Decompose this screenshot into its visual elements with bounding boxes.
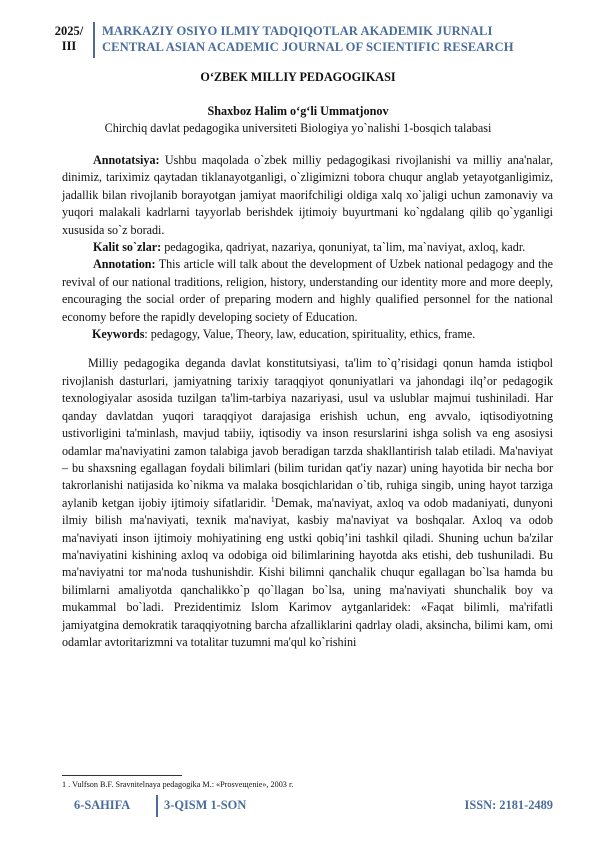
abstract-en bbox=[62, 256, 553, 326]
author-name: Shaxboz Halim o‘g‘li Ummatjonov bbox=[207, 104, 389, 118]
journal-title-en: CENTRAL ASIAN ACADEMIC JOURNAL OF SCIENTIFIC RESEARCH bbox=[102, 40, 514, 54]
page-footer bbox=[0, 795, 596, 819]
author-affiliation: Chirchiq davlat pedagogika universiteti Biologiya yo`nalishi 1-bosqich talabasi bbox=[104, 121, 492, 135]
article-body bbox=[62, 152, 553, 651]
issue-part: III bbox=[61, 39, 77, 53]
footer-divider bbox=[156, 795, 158, 817]
abstract-uz-text: Ushbu maqolada o`zbek milliy pedagogikasi rivojlanishi va milliy ana'nalar, dinimiz, tariximiz qaytadan tiklanayotganligi, o`zligimizni tobora chuqur anglab yetayotganligimiz, jadallik bilan rivojlanib borayotgan jamiyat maorifchiligi oldiga xalq xo`jaligi uchun zamonaviy va yuqori malakali kadrlarni tayyorlab berishdek ijtimoiy buyurtmani ko`ngdalang qilib qo`yganligi xususida so`z boradi. bbox=[62, 153, 553, 237]
article-title: O‘ZBEK MILLIY PEDAGOGIKASI bbox=[200, 70, 396, 84]
keywords-en bbox=[62, 326, 553, 343]
issn: ISSN: 2181-2489 bbox=[464, 798, 553, 812]
page-number: 6-SAHIFA bbox=[74, 798, 131, 812]
issue-year: 2025/ bbox=[54, 24, 84, 38]
abstract-uz bbox=[62, 152, 553, 239]
keywords-uz bbox=[62, 239, 553, 256]
footnote: 1 . Vulfson B.F. Sravnitelnaya pedagogika M.: «Prosvещеniе», 2003 г. bbox=[62, 780, 294, 789]
footnote-divider bbox=[62, 775, 182, 776]
keywords-uz-text: pedagogika, qadriyat, nazariya, qonuniyat, ta`lim, ma`naviyat, axloq, kadr. bbox=[161, 240, 526, 255]
keywords-en-text: : pedagogy, Value, Theory, law, education, spirituality, ethics, frame. bbox=[144, 327, 476, 342]
journal-header bbox=[38, 20, 558, 62]
footnote-reference[interactable]: 1 bbox=[270, 494, 275, 504]
abstract-en-text: This article will talk about the development of Uzbek national pedagogy and the revival of our national traditions, religion, history, understanding our identity more and more deeply, encouraging the social order of preparing modern and highly qualified personnel for the national economy before the rapidly developing society of Education. bbox=[62, 257, 553, 324]
issue-number bbox=[50, 24, 88, 54]
abstract-en-label: Annotation: bbox=[93, 257, 156, 272]
issue-section: 3-QISM 1-SON bbox=[164, 798, 247, 812]
main-text-part2: Demak, ma'naviyat, axloq va odob madaniyati, dunyoni ilmiy bilish ma'naviyati, texnik ma'naviyat, kasbiy ma'naviyat va boshqalar. Axloq va odob ma'naviyati inson ijtimoiy mohiyatining eng ustki qobiq’ini tashkil qiladi. Shuning uchun ba'zilar ma'naviyatini kishining axloq va odobiga oid bilimlarining hayotda aks etishi, deb tushuniladi. Bu ma'naviyatni tor ma'noda tushunishdir. Kishi bilimni qanchalik chuqur egallagan bo`lsa hamda bu bilimlarni amaliyotda qanchalikko`p qo`llagan bo`lsa, uning ma'naviyati shunchalik boy va mukammal bo`ladi. Prezidentimiz Islom Karimov aytganlaridek: «Faqat bilimli, ma'rifatli jamiyatgina demokratik taraqqiyotning barcha afzalliklarini qadrlay oladi, aksincha, bilimi kam, omi odamlar avtoritarizmni va totalitar tuzumni ma'qul ko`rishini bbox=[62, 495, 553, 649]
abstract-uz-label: Annotatsiya: bbox=[93, 153, 160, 167]
header-divider bbox=[93, 22, 95, 58]
main-text-part1: Milliy pedagogika deganda davlat konstitutsiyasi, ta'lim to`q’risidagi qonun hamda istiqbol rivojlanish dasturlari, jamiyatning tarixiy taraqqiyot qonuniyatlari va jahondagi ilq’or pedagogik texnologiyalar asosida tuzilgan ta'lim-tarbiya nazariyasi, usul va uslublar majmui tushiniladi. Har qanday davlatdan yuqori taraqqiyot darajasiga erishish uchun, eng avvalo, iqtisodiyotning ustivorligini ta'minlash, mavjud tabiiy, iqtisodiy va inson resurslarini ishga solish va eng asosiysi odamlar ma'naviyatini zamon talabiga javob beradigan tarzda shakllantirish talab etiladi. Ma'naviyat – bu shaxsning egallagan foydali bilimlari (bilim turidan qat'iy nazar) uning hayotida bir necha bor takrorlanishi natijasida ko`nikma va malaka bosqichlaridan o`tib, ruhiga singib, uning hayot tarziga aylanib ketgan ijobiy ijtimoiy sifatlaridir. bbox=[62, 356, 553, 510]
journal-title bbox=[102, 23, 514, 55]
journal-title-uz: MARKAZIY OSIYO ILMIY TADQIQOTLAR AKADEMIK JURNALI bbox=[102, 24, 493, 38]
section-gap bbox=[62, 343, 553, 355]
main-paragraph bbox=[62, 355, 553, 651]
keywords-en-label: Keywords bbox=[92, 327, 145, 342]
keywords-uz-label: Kalit so`zlar: bbox=[93, 240, 162, 255]
